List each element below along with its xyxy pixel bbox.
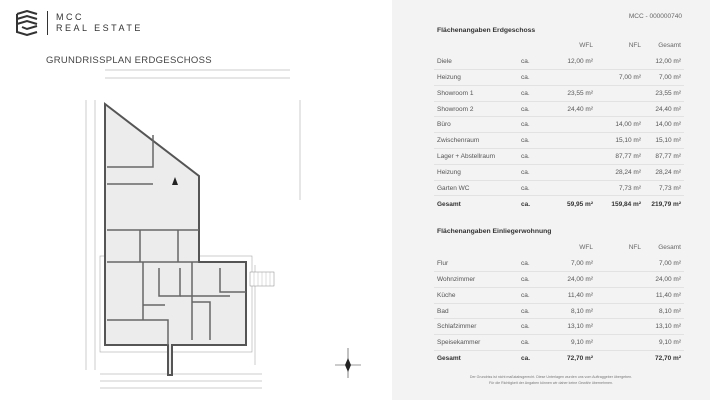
cell-name: Gesamt [437,200,461,208]
cell-nfl [596,287,644,303]
cell-total: 7,73 m² [644,180,684,196]
table-row [434,272,684,288]
table-row [434,101,684,117]
cell-name: Flur [434,256,518,272]
cell-total: 12,00 m² [644,54,684,70]
table-row [434,287,684,303]
cell-wfl [554,164,596,180]
cell-name: Showroom 2 [434,101,518,117]
footnote-line2: Für die Richtigkeit der Angaben können wir daher keine Gewähr übernehmen. [488,381,614,385]
col-total: Gesamt [658,42,681,50]
ground-floor-table [434,38,684,212]
cell-ca: ca. [518,54,554,70]
cell-wfl: 24,00 m² [554,272,596,288]
cell-total: 15,10 m² [644,133,684,149]
cell-wfl [554,180,596,196]
cell-wfl: 12,00 m² [554,54,596,70]
cell-name: Diele [434,54,518,70]
cell-wfl: 9,10 m² [554,335,596,351]
cell-total: 7,00 m² [644,256,684,272]
cell-ca: ca. [518,164,554,180]
compass-icon [333,346,363,380]
cell-ca: ca. [518,287,554,303]
cell-nfl [596,101,644,117]
cell-nfl: 87,77 m² [596,149,644,165]
plan-title: GRUNDRISSPLAN ERDGESCHOSS [46,55,212,66]
table-row [434,335,684,351]
footnote [392,374,710,386]
cell-name: Wohnzimmer [434,272,518,288]
cell-nfl: 28,24 m² [596,164,644,180]
cell-ca: ca. [518,149,554,165]
cell-nfl [596,335,644,351]
col-wfl: WFL [579,42,593,50]
cell-nfl: 7,73 m² [596,180,644,196]
table-row [434,256,684,272]
table-row [434,133,684,149]
cell-nfl [596,303,644,319]
cell-wfl: 24,40 m² [554,101,596,117]
cell-name: Heizung [434,70,518,86]
cell-ca: ca. [518,133,554,149]
cell-ca: ca. [518,272,554,288]
cell-ca: ca. [518,70,554,86]
table-header [434,38,684,54]
cell-name: Showroom 1 [434,85,518,101]
cell-wfl: 23,55 m² [554,85,596,101]
cell-wfl: 7,00 m² [554,256,596,272]
table-row [434,85,684,101]
cell-name: Küche [434,287,518,303]
cell-wfl [554,149,596,165]
cell-name: Lager + Abstellraum [434,149,518,165]
cell-total: 24,40 m² [644,101,684,117]
cell-name: Bad [434,303,518,319]
total-row [434,196,684,212]
cell-name: Zwischenraum [434,133,518,149]
cell-name: Schlafzimmer [434,319,518,335]
cell-total: 87,77 m² [644,149,684,165]
cell-total: 23,55 m² [644,85,684,101]
cell-ca: ca. [518,117,554,133]
cell-wfl: 59,95 m² [566,200,593,208]
cell-nfl [596,256,644,272]
cell-wfl [554,70,596,86]
col-nfl: NFL [628,244,641,252]
cell-ca: ca. [518,180,554,196]
table-row [434,303,684,319]
reference-number: MCC - 000000740 [628,13,682,20]
table-row [434,149,684,165]
apartment-title: Flächenangaben Einliegerwohnung [437,228,552,235]
cell-name: Garten WC [434,180,518,196]
cell-total: 9,10 m² [644,335,684,351]
cell-ca: ca. [518,319,554,335]
cell-total: 14,00 m² [644,117,684,133]
cell-wfl: 8,10 m² [554,303,596,319]
cell-nfl: 15,10 m² [596,133,644,149]
cell-ca: ca. [518,101,554,117]
total-row [434,351,684,367]
table-row [434,54,684,70]
cell-wfl [554,117,596,133]
cell-nfl [596,85,644,101]
cell-nfl: 14,00 m² [596,117,644,133]
cell-nfl [596,351,644,367]
cell-wfl: 72,70 m² [566,355,593,363]
cell-total: 72,70 m² [654,355,681,363]
table-row [434,180,684,196]
cell-ca: ca. [521,355,531,363]
ground-floor-title: Flächenangaben Erdgeschoss [437,27,536,34]
col-nfl: NFL [628,42,641,50]
cell-total: 13,10 m² [644,319,684,335]
cell-name: Büro [434,117,518,133]
cell-nfl [596,319,644,335]
table-row [434,319,684,335]
cell-nfl [596,272,644,288]
cell-ca: ca. [518,335,554,351]
table-row [434,164,684,180]
cell-total: 28,24 m² [644,164,684,180]
cell-ca: ca. [521,200,531,208]
cell-nfl [596,54,644,70]
area-details-panel [392,0,710,400]
cell-wfl: 13,10 m² [554,319,596,335]
table-header [434,240,684,256]
cell-wfl: 11,40 m² [554,287,596,303]
cell-name: Heizung [434,164,518,180]
apartment-table [434,240,684,366]
col-wfl: WFL [579,244,593,252]
table-row [434,70,684,86]
cell-wfl [554,133,596,149]
cell-total: 11,40 m² [644,287,684,303]
cell-ca: ca. [518,256,554,272]
table-row [434,117,684,133]
cell-total: 24,00 m² [644,272,684,288]
brand-line2: REAL ESTATE [56,23,143,33]
cell-nfl: 159,84 m² [611,200,641,208]
cell-name: Speisekammer [434,335,518,351]
col-total: Gesamt [658,244,681,252]
cell-nfl: 7,00 m² [596,70,644,86]
footnote-line1: Der Grundriss ist nicht maßstabsgerecht. Diese Unterlagen wurden uns vom Auftraggeber übergeben. [469,375,633,379]
cell-total: 8,10 m² [644,303,684,319]
cell-ca: ca. [518,303,554,319]
brand-line1: MCC [56,12,84,22]
cell-ca: ca. [518,85,554,101]
cell-total: 7,00 m² [644,70,684,86]
cell-name: Gesamt [437,355,461,363]
cell-total: 219,79 m² [651,200,681,208]
